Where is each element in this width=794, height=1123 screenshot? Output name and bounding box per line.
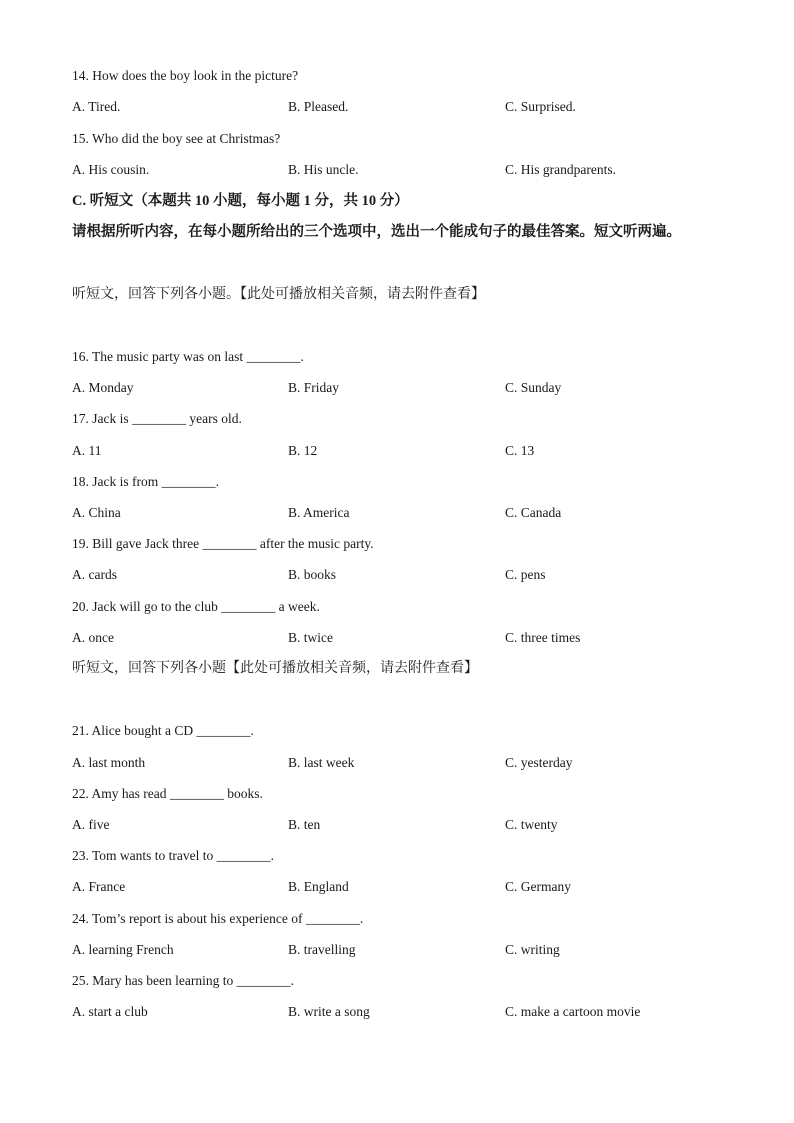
question-18: 18. Jack is from ________.	[72, 474, 219, 489]
option-c: C. Surprised.	[505, 99, 576, 114]
question-20: 20. Jack will go to the club ________ a week.	[72, 599, 320, 614]
section-c-heading: C. 听短文（本题共 10 小题，每小题 1 分，共 10 分）	[72, 193, 409, 209]
option-b: B. books	[288, 567, 337, 582]
audio-note-2: 听短文，回答下列各小题【此处可播放相关音频，请去附件查看】	[72, 661, 478, 676]
option-a: A. five	[72, 817, 110, 832]
question-19: 19. Bill gave Jack three ________ after the music party.	[72, 536, 374, 551]
question-17: 17. Jack is ________ years old.	[72, 411, 242, 426]
option-c: C. 13	[505, 443, 535, 458]
option-c: C. His grandparents.	[505, 162, 616, 177]
option-a: A. China	[72, 505, 121, 520]
option-b: B. write a song	[288, 1004, 370, 1019]
question-14-options	[72, 99, 752, 115]
question-14: 14. How does the boy look in the picture?	[72, 68, 299, 83]
question-19-options	[72, 567, 752, 583]
question-20-options	[72, 630, 752, 646]
option-b: B. Pleased.	[288, 99, 349, 114]
question-25: 25. Mary has been learning to ________.	[72, 973, 294, 988]
question-25-options	[72, 1004, 752, 1020]
option-a: A. once	[72, 630, 114, 645]
option-b: B. England	[288, 879, 349, 894]
option-b: B. twice	[288, 630, 333, 645]
option-b: B. travelling	[288, 942, 356, 957]
option-c: C. make a cartoon movie	[505, 1004, 641, 1019]
question-17-options	[72, 443, 752, 459]
option-c: C. Germany	[505, 879, 571, 894]
question-15: 15. Who did the boy see at Christmas?	[72, 131, 281, 146]
option-a: A. 11	[72, 443, 102, 458]
option-a: A. Tired.	[72, 99, 121, 114]
question-21: 21. Alice bought a CD ________.	[72, 723, 254, 738]
option-c: C. writing	[505, 942, 560, 957]
option-c: C. Sunday	[505, 380, 562, 395]
option-a: A. start a club	[72, 1004, 148, 1019]
question-24-options	[72, 942, 752, 958]
option-b: B. America	[288, 505, 350, 520]
option-c: C. three times	[505, 630, 581, 645]
question-24: 24. Tom’s report is about his experience of ________.	[72, 911, 364, 926]
option-a: A. last month	[72, 755, 146, 770]
question-16: 16. The music party was on last ________.	[72, 349, 304, 364]
option-c: C. pens	[505, 567, 546, 582]
option-a: A. Monday	[72, 380, 134, 395]
option-b: B. 12	[288, 443, 318, 458]
question-22: 22. Amy has read ________ books.	[72, 786, 263, 801]
option-a: A. France	[72, 879, 126, 894]
option-b: B. His uncle.	[288, 162, 359, 177]
question-23-options	[72, 879, 752, 895]
option-a: A. cards	[72, 567, 117, 582]
question-22-options	[72, 817, 752, 833]
section-c-instruction: 请根据所听内容，在每小题所给出的三个选项中，选出一个能成句子的最佳答案。短文听两遍。	[72, 224, 681, 240]
option-a: A. His cousin.	[72, 162, 150, 177]
option-c: C. yesterday	[505, 755, 573, 770]
option-c: C. twenty	[505, 817, 558, 832]
option-b: B. ten	[288, 817, 321, 832]
question-18-options	[72, 505, 752, 521]
option-c: C. Canada	[505, 505, 562, 520]
question-16-options	[72, 380, 752, 396]
question-23: 23. Tom wants to travel to ________.	[72, 848, 275, 863]
option-a: A. learning French	[72, 942, 174, 957]
option-b: B. last week	[288, 755, 355, 770]
question-15-options	[72, 162, 752, 178]
audio-note-1: 听短文，回答下列各小题。【此处可播放相关音频，请去附件查看】	[72, 287, 485, 302]
option-b: B. Friday	[288, 380, 340, 395]
question-21-options	[72, 755, 752, 771]
